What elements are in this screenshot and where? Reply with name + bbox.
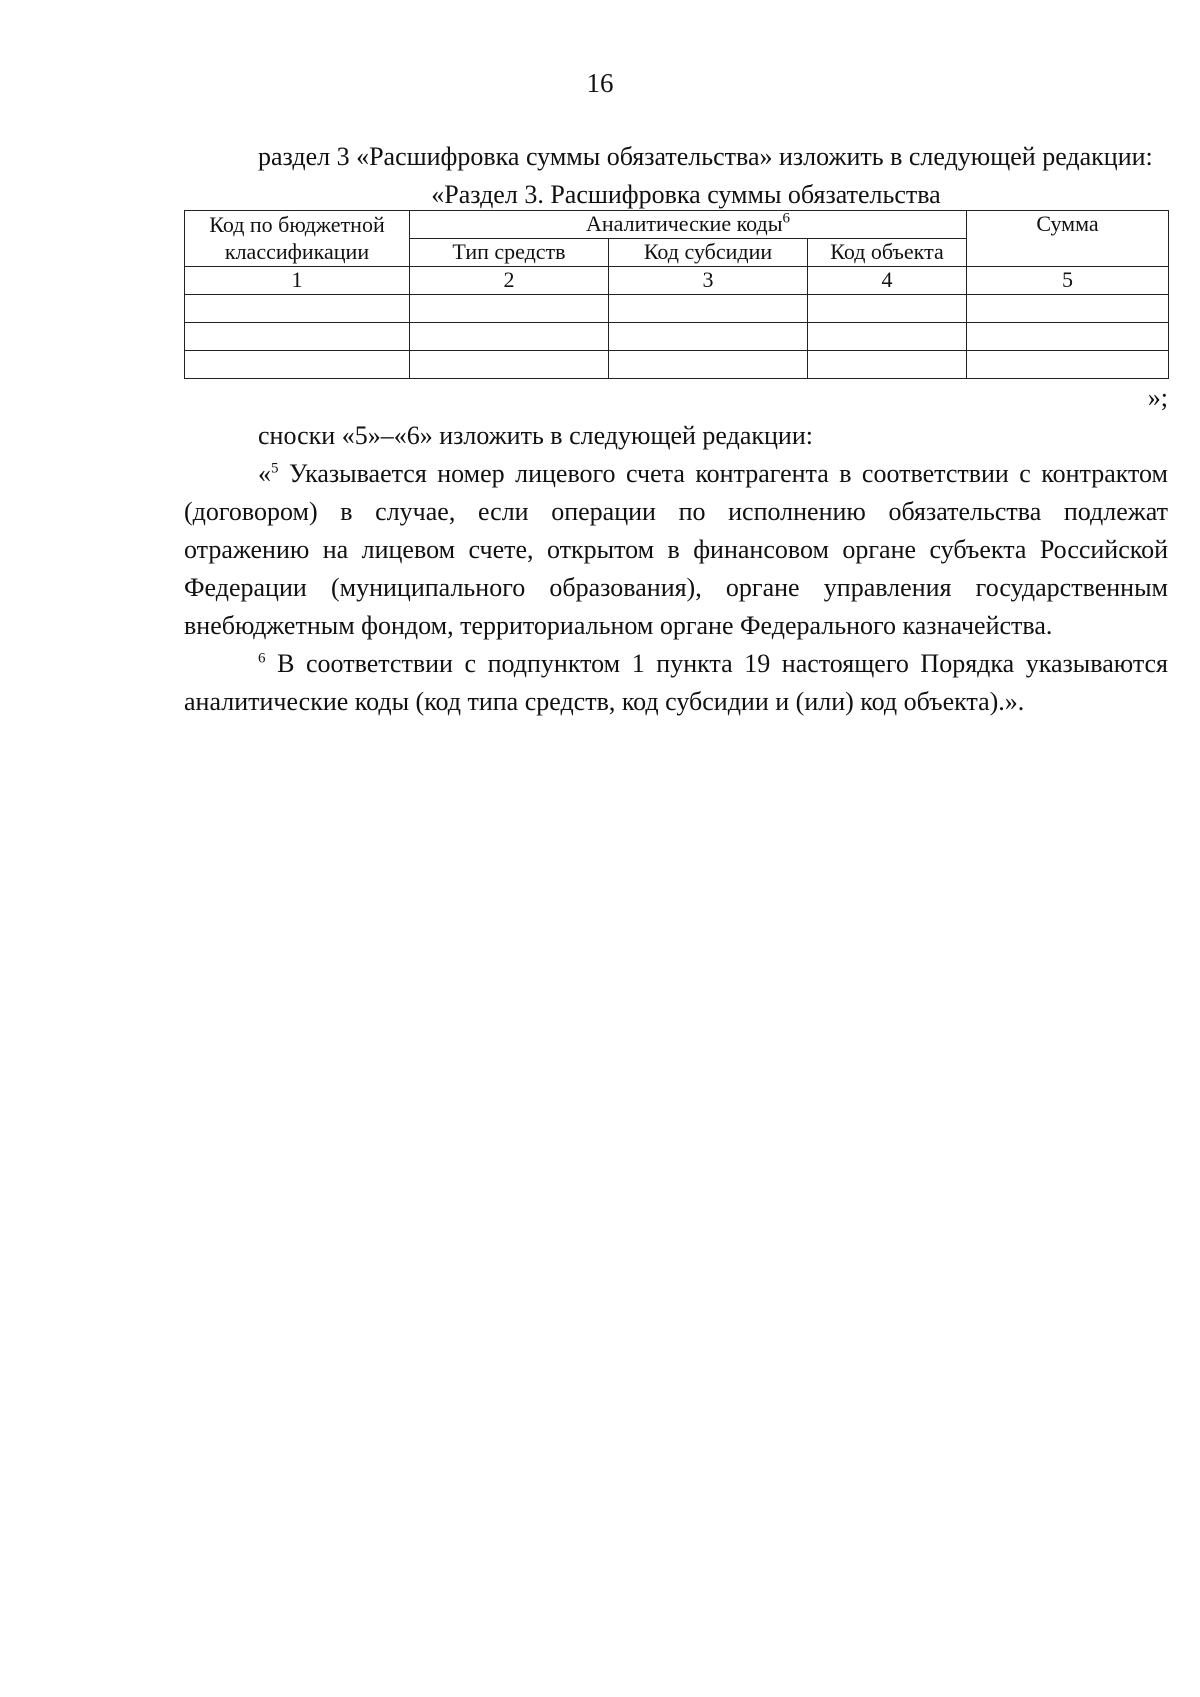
table-numbering-row [185,267,1169,295]
table-cell [967,323,1169,351]
table-title: «Раздел 3. Расшифровка суммы обязательства [431,180,941,209]
footnote-5-paragraph [184,455,1168,645]
subheader-type: Тип средств [410,239,609,267]
table-row [185,351,1169,379]
col-number: 2 [410,267,609,295]
table-cell [808,295,967,323]
table-row [185,323,1169,351]
table-cell [410,295,609,323]
footnote-6-paragraph [184,645,1168,721]
document-body [184,138,1168,721]
footnote-ref-6: 6 [782,210,791,227]
footnote-5-mark: 5 [271,460,279,477]
table-cell [410,323,609,351]
col-number: 1 [185,267,410,295]
intro-paragraph: раздел 3 «Расшифровка суммы обязательства» изложить в следующей редакции: [258,142,1153,171]
table-cell [967,295,1169,323]
header-budget-code-label: Код по бюджетной классификации [209,212,385,264]
footnote-6-text: В соответствии с подпунктом 1 пункта 19 настоящего Порядка указываются аналитические коды (код типа средств, код субсидии и (или) код объекта).». [184,649,1168,716]
footnote-6-mark: 6 [258,650,266,667]
header-analytic-codes [410,211,967,239]
subheader-object: Код объекта [808,239,967,267]
header-budget-code [185,211,410,267]
footnote-5-text: Указывается номер лицевого счета контрагента в соответствии с контрактом (договором) в случае, если операции по исполнению обязательства подлежат отражению на лицевом счете, открытом в финансовом органе субъекта Российской Федерации (муниципального образования), органе управления государственным внебюджетным фондом, территориальном органе Федерального казначейства. [184,459,1168,640]
header-sum [967,211,1169,267]
col-number: 5 [967,267,1169,295]
subheader-subsidy: Код субсидии [609,239,808,267]
table-cell [410,351,609,379]
footnotes-intro: сноски «5»–«6» изложить в следующей редакции: [258,421,813,450]
table-row [185,295,1169,323]
obligation-breakdown-table [184,210,1169,379]
col-number: 3 [609,267,808,295]
col-number: 4 [808,267,967,295]
table-cell [185,295,410,323]
header-analytic-label: Аналитические коды [585,211,783,236]
table-cell [808,351,967,379]
table-cell [185,351,410,379]
table-cell [609,351,808,379]
closing-quote: »; [1147,383,1168,412]
table-cell [609,323,808,351]
header-sum-label: Сумма [1036,211,1099,236]
footnote-5-open-quote: « [258,459,271,488]
table-cell [967,351,1169,379]
table-cell [609,295,808,323]
table-cell [185,323,410,351]
page-number: 16 [586,68,614,98]
table-cell [808,323,967,351]
table-header-row [185,211,1169,239]
